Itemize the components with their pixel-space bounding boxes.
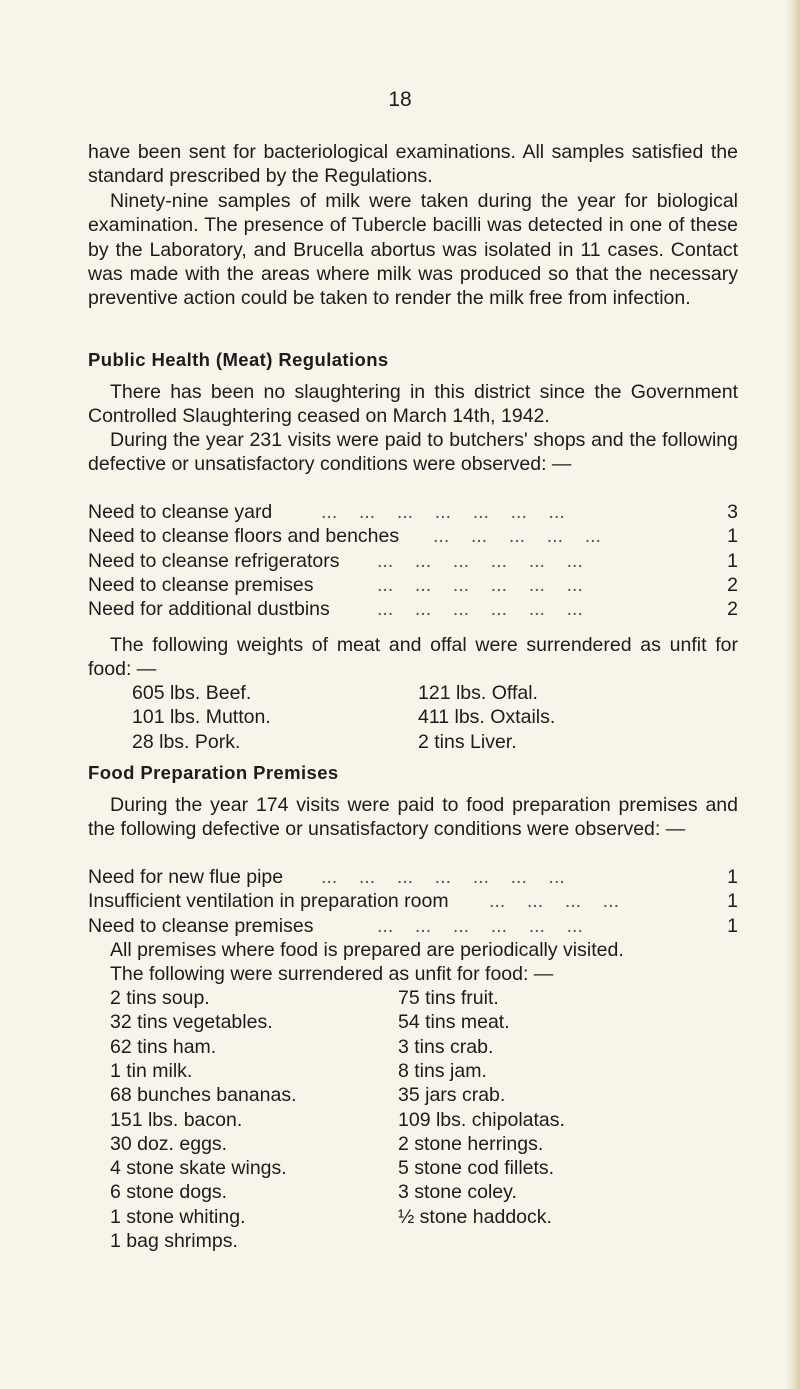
food-para-3: The following were surrendered as unfit for food: — <box>110 963 554 985</box>
surrendered-item: 1 tin milk. <box>110 1059 193 1082</box>
milk-paragraph: Ninety-nine samples of milk were taken during the year for biological examination. The presence of Tubercle bacilli was detected in one of these by the Laboratory, and Brucella abortus was isolated in 11 cases. Contact was made with the areas where milk was produced so that the necessary preventive action could be taken to render the milk free from infection. <box>88 190 738 310</box>
surrendered-item: 54 tins meat. <box>398 1011 510 1034</box>
meat-surrendered-intro: The following weights of meat and offal were surrendered as unfit for food: — <box>88 634 738 681</box>
surrendered-item: 1 bag shrimps. <box>110 1230 238 1252</box>
leader-dots: ... ... ... ... <box>489 890 641 913</box>
condition-count: 1 <box>727 549 738 572</box>
leader-dots: ... ... ... ... ... ... ... <box>321 866 587 888</box>
surrendered-item: 28 lbs. Pork. <box>132 730 241 753</box>
leader-dots: ... ... ... ... ... <box>433 525 623 548</box>
surrendered-item: 121 lbs. Offal. <box>418 682 538 704</box>
condition-label: Need to cleanse premises <box>88 914 314 937</box>
surrendered-item: 5 stone cod fillets. <box>398 1157 555 1180</box>
surrendered-item: 68 bunches bananas. <box>110 1084 297 1107</box>
food-para-1: During the year 174 visits were paid to food preparation premises and the following defective or unsatisfactory conditions were observed: — <box>88 794 738 841</box>
condition-label: Insufficient ventilation in preparation room <box>88 890 449 913</box>
surrendered-item: 62 tins ham. <box>110 1035 217 1058</box>
surrendered-item: 411 lbs. Oxtails. <box>418 706 556 729</box>
meat-para-1: There has been no slaughtering in this district since the Government Controlled Slaughtering ceased on March 14th, 1942. <box>88 381 738 428</box>
condition-row <box>88 573 738 597</box>
surrendered-item: 75 tins fruit. <box>398 987 499 1009</box>
surrendered-item: 35 jars crab. <box>398 1084 506 1107</box>
surrendered-item: 6 stone dogs. <box>110 1181 228 1204</box>
condition-count: 2 <box>727 573 738 596</box>
condition-label: Need to cleanse premises <box>88 573 314 596</box>
food-para-2: All premises where food is prepared are periodically visited. <box>110 939 624 961</box>
condition-row <box>88 865 738 889</box>
condition-label: Need to cleanse yard <box>88 501 273 523</box>
surrendered-item: 605 lbs. Beef. <box>132 682 252 704</box>
leader-dots: ... ... ... ... ... ... <box>377 549 605 572</box>
surrendered-item: 3 tins crab. <box>398 1035 494 1058</box>
surrendered-item: ½ stone haddock. <box>398 1205 552 1228</box>
page-edge <box>786 0 800 1389</box>
surrendered-item: 4 stone skate wings. <box>110 1157 287 1180</box>
leader-dots: ... ... ... ... ... ... ... <box>321 501 587 523</box>
condition-row <box>88 914 738 938</box>
condition-row <box>88 500 738 524</box>
condition-count: 2 <box>727 598 738 621</box>
condition-label: Need to cleanse floors and benches <box>88 525 400 548</box>
surrendered-item: 2 tins Liver. <box>418 730 517 753</box>
meat-regulations-heading: Public Health (Meat) Regulations <box>88 349 389 370</box>
surrendered-item: 30 doz. eggs. <box>110 1132 228 1155</box>
condition-label: Need for additional dustbins <box>88 598 330 621</box>
page-number: 18 <box>388 88 412 111</box>
leader-dots: ... ... ... ... ... ... <box>377 573 605 596</box>
condition-count: 3 <box>727 501 738 523</box>
condition-row <box>88 524 738 548</box>
leader-dots: ... ... ... ... ... ... <box>377 914 605 937</box>
surrendered-item: 151 lbs. bacon. <box>110 1108 243 1131</box>
condition-label: Need for new flue pipe <box>88 866 284 888</box>
meat-para-2: During the year 231 visits were paid to butchers' shops and the following defective or unsatisfactory conditions were observed: — <box>88 429 738 476</box>
condition-row <box>88 549 738 573</box>
condition-count: 1 <box>727 914 738 937</box>
condition-count: 1 <box>727 525 738 548</box>
surrendered-item: 101 lbs. Mutton. <box>132 706 271 729</box>
condition-row <box>88 597 738 621</box>
condition-count: 1 <box>727 890 738 913</box>
surrendered-item: 32 tins vegetables. <box>110 1011 273 1034</box>
surrendered-item: 3 stone coley. <box>398 1181 517 1204</box>
intro-paragraph: have been sent for bacteriological examinations. All samples satisfied the standard prescribed by the Regulations. <box>88 141 738 188</box>
food-premises-heading: Food Preparation Premises <box>88 762 339 783</box>
surrendered-item: 2 tins soup. <box>110 987 210 1009</box>
condition-row <box>88 889 738 913</box>
leader-dots: ... ... ... ... ... ... <box>377 598 605 621</box>
surrendered-item: 109 lbs. chipolatas. <box>398 1108 565 1131</box>
condition-count: 1 <box>727 866 738 888</box>
surrendered-item: 1 stone whiting. <box>110 1205 246 1228</box>
condition-label: Need to cleanse refrigerators <box>88 549 340 572</box>
surrendered-item: 8 tins jam. <box>398 1059 487 1082</box>
surrendered-item: 2 stone herrings. <box>398 1132 544 1155</box>
